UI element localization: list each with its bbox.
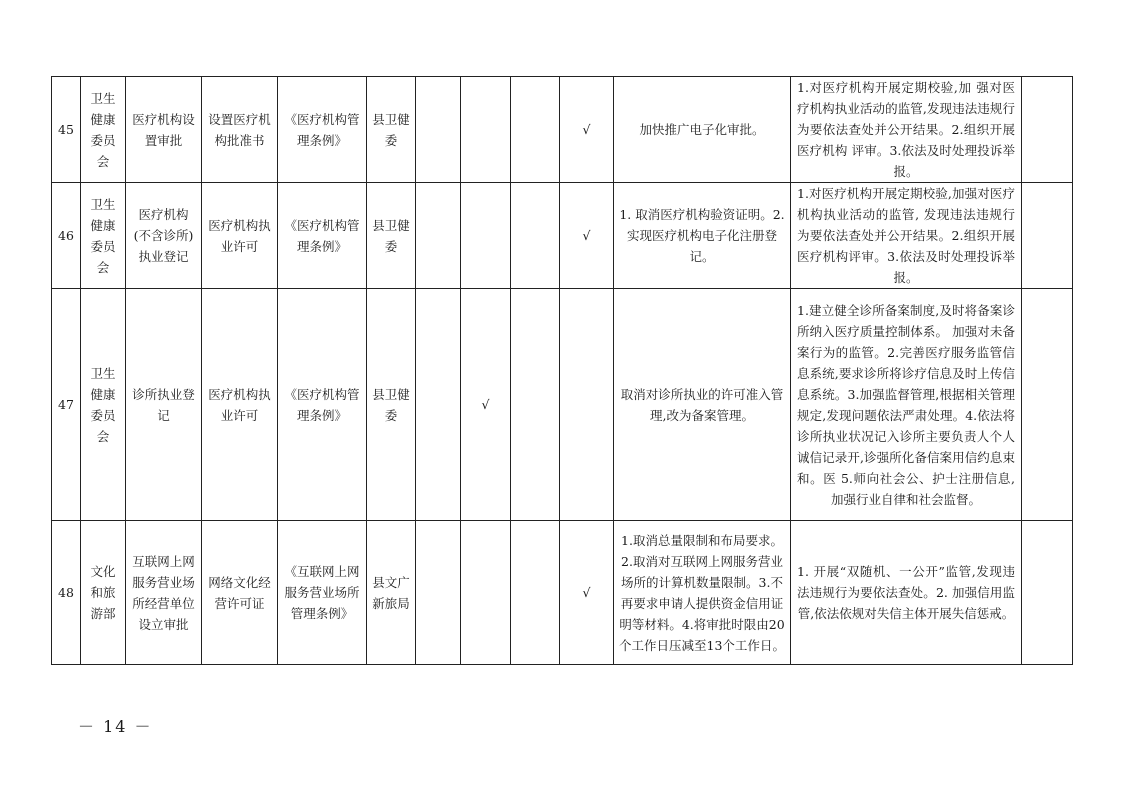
license-name: 医疗机构执业许可 [202,183,278,289]
approval-authority: 县文广新旅局 [367,521,416,665]
license-name: 网络文化经营许可证 [202,521,278,665]
table-row [52,521,1073,665]
approval-item: 医疗机构设置审批 [126,77,202,183]
reform-mode-3 [511,521,560,665]
reform-measures: 加快推广电子化审批。 [614,77,791,183]
reform-mode-2 [461,77,511,183]
reform-mode-4 [560,289,614,521]
reform-measures: 1. 取消医疗机构验资证明。2.实现医疗机构电子化注册登记。 [614,183,791,289]
remarks [1022,183,1073,289]
department: 卫生健康委员会 [81,77,126,183]
row-number: 45 [52,77,81,183]
license-name: 医疗机构执业许可 [202,289,278,521]
reform-measures: 取消对诊所执业的许可准入管理,改为备案管理。 [614,289,791,521]
reform-mode-3 [511,289,560,521]
approval-item: 诊所执业登记 [126,289,202,521]
reform-mode-2 [461,521,511,665]
approval-items-table [51,76,1073,665]
reform-mode-3 [511,183,560,289]
supervision-measures: 1.对医疗机构开展定期校验,加强对医疗机构执业活动的监管, 发现违法违规行为要依法查处并公开结果。2.组织开展医疗机构评审。3.依法及时处理投诉举报。 [791,183,1022,289]
page-number: － 14 － [78,717,153,736]
legal-basis: 《医疗机构管理条例》 [278,289,367,521]
reform-mode-3 [511,77,560,183]
department: 卫生健康委员会 [81,183,126,289]
reform-mode-1 [416,521,461,665]
approval-authority: 县卫健委 [367,77,416,183]
row-number: 48 [52,521,81,665]
reform-mode-1 [416,77,461,183]
reform-mode-2 [461,183,511,289]
reform-mode-4: √ [560,183,614,289]
approval-item: 医疗机构(不含诊所)执业登记 [126,183,202,289]
legal-basis: 《医疗机构管理条例》 [278,77,367,183]
remarks [1022,289,1073,521]
supervision-measures: 1.对医疗机构开展定期校验,加 强对医疗机构执业活动的监管,发现违法违规行为要依法查处并公开结果。2.组织开展医疗机构 评审。3.依法及时处理投诉举报。 [791,77,1022,183]
approval-item: 互联网上网服务营业场所经营单位设立审批 [126,521,202,665]
remarks [1022,521,1073,665]
department: 卫生健康委员会 [81,289,126,521]
reform-mode-4: √ [560,521,614,665]
reform-mode-4: √ [560,77,614,183]
table-row [52,289,1073,521]
department: 文化和旅游部 [81,521,126,665]
reform-mode-1 [416,289,461,521]
legal-basis: 《医疗机构管理条例》 [278,183,367,289]
reform-mode-2: √ [461,289,511,521]
legal-basis: 《互联网上网服务营业场所管理条例》 [278,521,367,665]
supervision-measures: 1.建立健全诊所备案制度,及时将备案诊所纳入医疗质量控制体系。 加强对未备案行为的监管。2.完善医疗服务监管信息系统,要求诊所将诊疗信息及时上传信息系统。3.加强监督管理,根据相关管理规定,发现问题依法严肃处理。4.依法将诊所执业状况记入诊所主要负责人个人诚信记录开,诊强所化备信案用信约息束和。医 5.师向社会公、护士注册信息,加强行业自律和社会监督。 [791,289,1022,521]
approval-authority: 县卫健委 [367,289,416,521]
table-row [52,183,1073,289]
table-row [52,77,1073,183]
supervision-measures: 1. 开展“双随机、一公开”监管,发现违法违规行为要依法查处。2. 加强信用监管,依法依规对失信主体开展失信惩戒。 [791,521,1022,665]
approval-authority: 县卫健委 [367,183,416,289]
remarks [1022,77,1073,183]
row-number: 47 [52,289,81,521]
license-name: 设置医疗机构批准书 [202,77,278,183]
reform-measures: 1.取消总量限制和布局要求。2.取消对互联网上网服务营业场所的计算机数量限制。3.不再要求申请人提供资金信用证明等材料。4.将审批时限由20个工作日压减至13个工作日。 [614,521,791,665]
reform-mode-1 [416,183,461,289]
row-number: 46 [52,183,81,289]
